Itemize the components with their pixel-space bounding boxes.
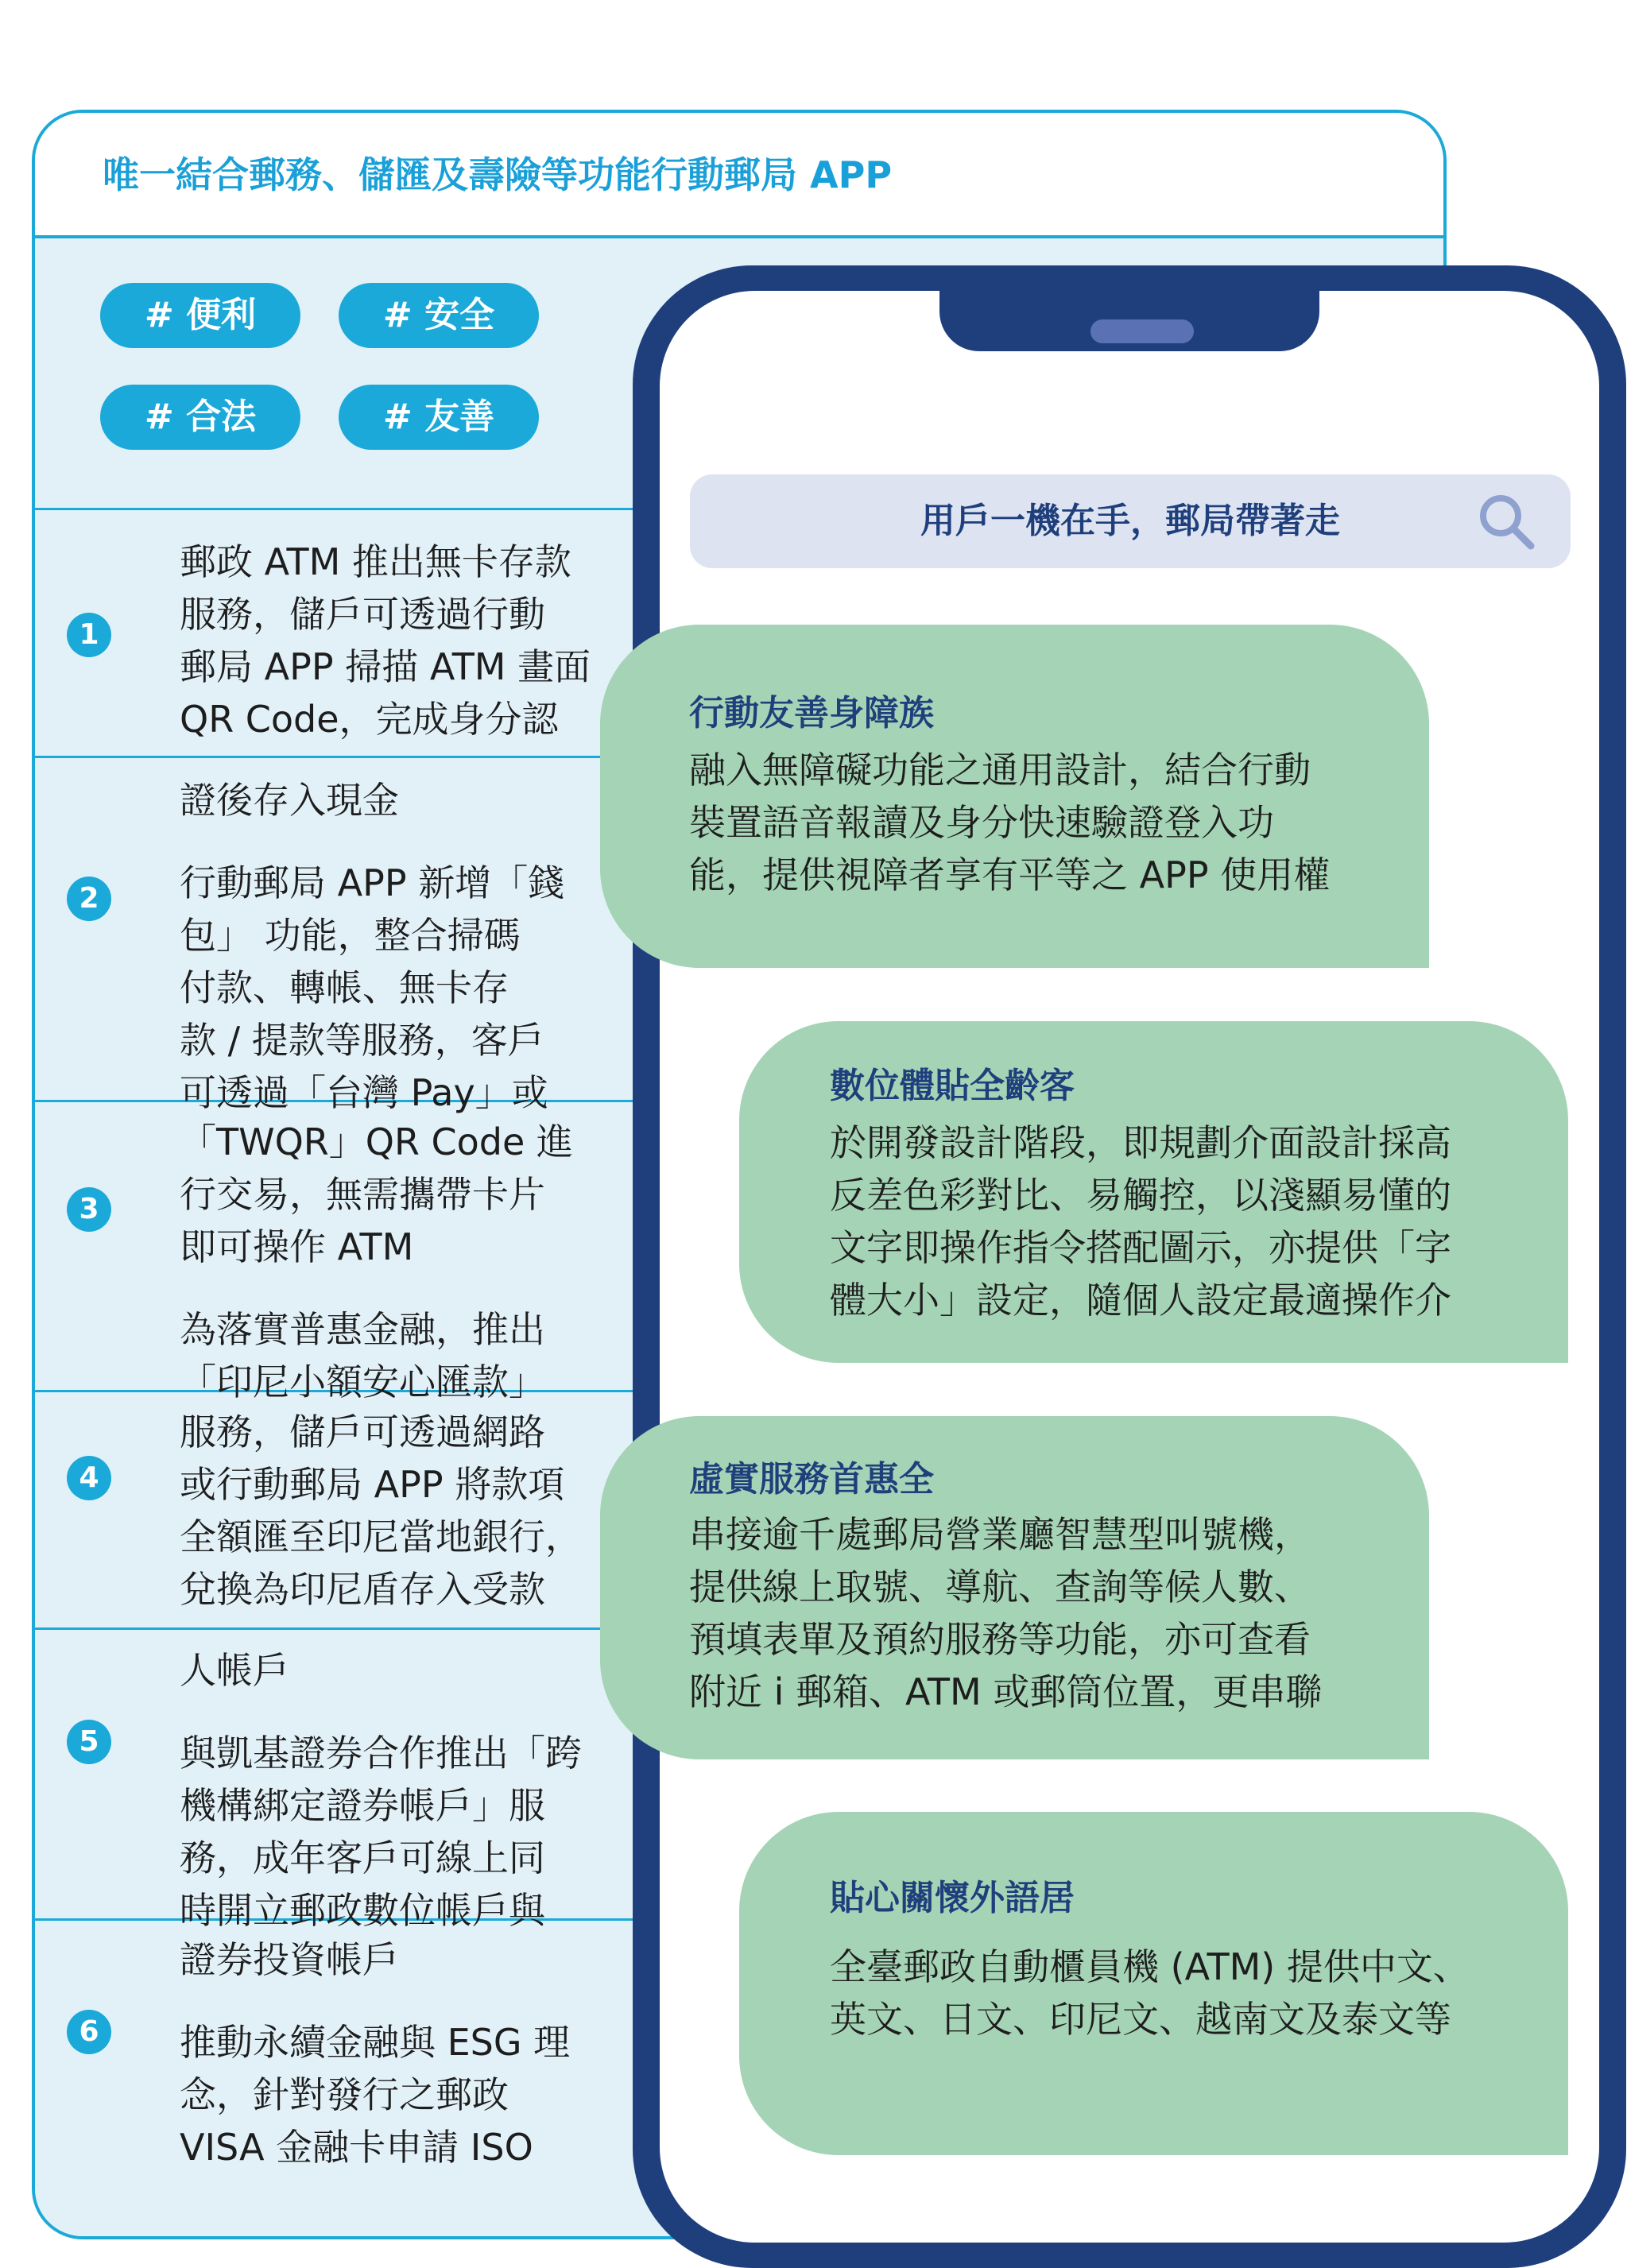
phone-notch	[939, 291, 1319, 351]
message-bubble	[600, 1416, 1429, 1759]
feature-number-3: 3	[67, 1187, 111, 1232]
feature-text-3: 「TWQR」QR Code 進 行交易，無需攜帶卡片 即可操作 ATM 為落實普惠金融，推出 「印尼小額安心匯款」	[180, 1120, 573, 1403]
feature-number-2: 2	[67, 877, 111, 921]
feature-text-2: 證後存入現金 行動郵局 APP 新增「錢 包」 功能，整合掃碼 付款、轉帳、無卡存 款 / 提款等服務，客戶 可透過「台灣 Pay」或	[180, 779, 565, 1114]
feature-text-1: 郵政 ATM 推出無卡存款 服務，儲戶可透過行動 郵局 APP 掃描 ATM 畫面 QR Code，完成身分認	[180, 540, 591, 741]
tag-convenient: # 便利	[100, 283, 300, 348]
tag-safe: # 安全	[339, 283, 539, 348]
section-divider	[35, 756, 639, 758]
search-text: 用戶一機在手，郵局帶著走	[920, 501, 1340, 541]
search-bar[interactable]	[690, 474, 1571, 568]
tag-friendly: # 友善	[339, 385, 539, 450]
feature-number-4: 4	[67, 1456, 111, 1500]
feature-number-5: 5	[67, 1720, 111, 1764]
phone-speaker	[1090, 319, 1194, 343]
bubble-title: 貼心關懷外語居	[830, 1878, 1075, 1918]
bubble-body: 於開發設計階段，即規劃介面設計採高 反差色彩對比、易觸控，以淺顯易懂的 文字即操作指令搭配圖示，亦提供「字 體大小」設定，隨個人設定最適操作介	[830, 1121, 1451, 1322]
section-divider	[35, 508, 639, 510]
bubble-title: 行動友善身障族	[689, 693, 934, 733]
message-bubble	[739, 1021, 1568, 1363]
feature-text-4: 服務，儲戶可透過網路 或行動郵局 APP 將款項 全額匯至印尼當地銀行， 兌換為印尼盾存入受款	[180, 1411, 582, 1611]
feature-text-6: 證券投資帳戶 推動永續金融與 ESG 理 念，針對發行之郵政 VISA 金融卡申請 ISO	[180, 1938, 571, 2169]
search-icon[interactable]	[1477, 492, 1536, 551]
tag-legal: # 合法	[100, 385, 300, 450]
message-bubble	[600, 625, 1429, 968]
feature-number-6: 6	[67, 2010, 111, 2054]
bubble-title: 數位體貼全齡客	[830, 1066, 1075, 1106]
feature-number-1: 1	[67, 613, 111, 657]
section-divider	[35, 1627, 639, 1630]
bubble-title: 虛實服務首惠全	[689, 1459, 934, 1500]
bubble-body: 全臺郵政自動櫃員機 (ATM) 提供中文、 英文、日文、印尼文、越南文及泰文等	[830, 1945, 1470, 2041]
bubble-body: 串接逾千處郵局營業廳智慧型叫號機， 提供線上取號、導航、查詢等候人數、 預填表單及預約服務等功能，亦可查看 附近 i 郵箱、ATM 或郵筒位置，更串聯	[689, 1513, 1323, 1713]
bubble-body: 融入無障礙功能之通用設計，結合行動 裝置語音報讀及身分快速驗證登入功 能，提供視障者享有平等之 APP 使用權	[689, 749, 1331, 896]
feature-text-5: 人帳戶 與凱基證券合作推出「跨 機構綁定證券帳戶」服 務，成年客戶可線上同 時開立郵政數位帳戶與	[180, 1649, 582, 1932]
message-bubble	[739, 1812, 1568, 2155]
card-header	[35, 113, 1443, 238]
card-title: 唯一結合郵務、儲匯及壽險等功能行動郵局 APP	[103, 153, 893, 196]
